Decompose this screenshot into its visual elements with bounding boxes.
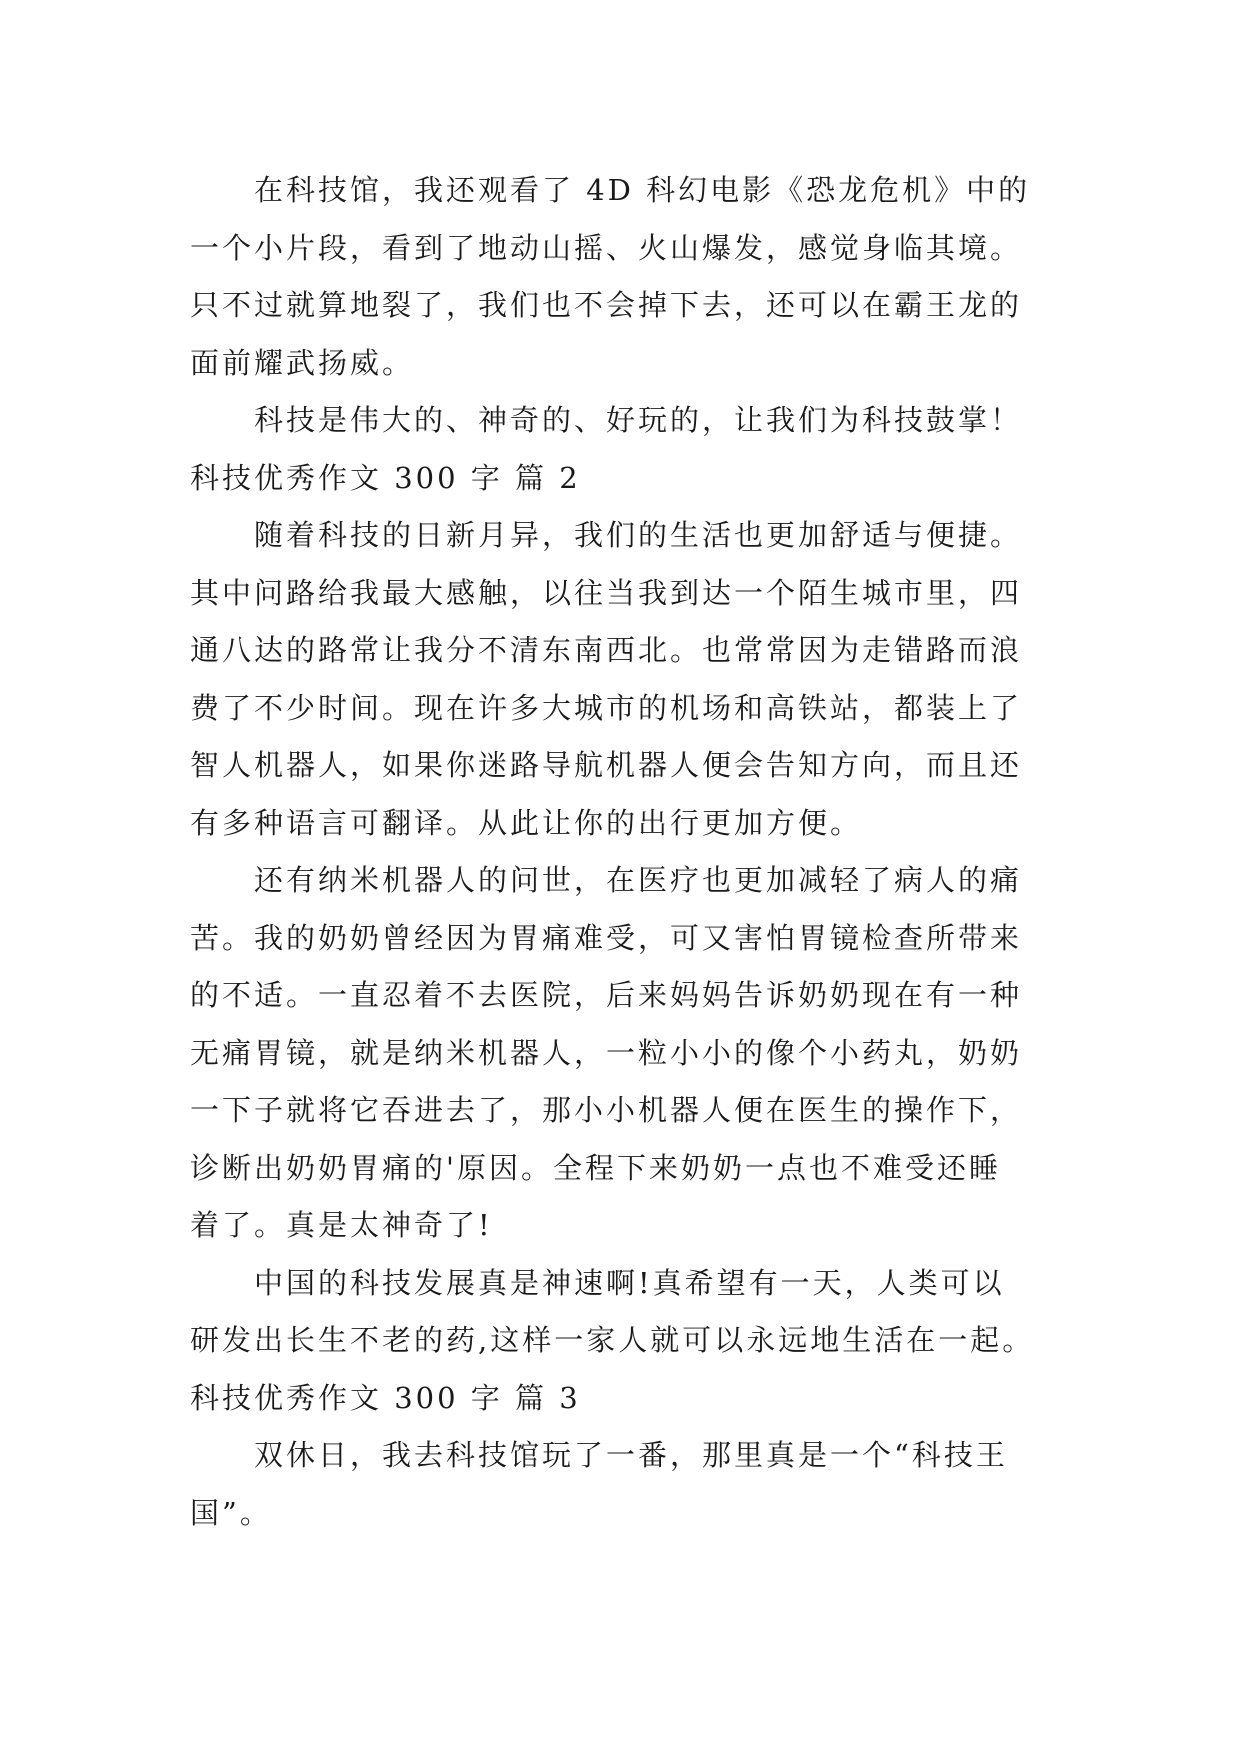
text-line: 双休日，我去科技馆玩了一番，那里真是一个“科技王 (254, 1438, 1008, 1472)
text-line: 着了。真是太神奇了! (190, 1208, 493, 1242)
text-line: 在科技馆，我还观看了 4D 科幻电影《恐龙危机》中的 (254, 173, 1031, 207)
text-line: 的不适。一直忍着不去医院，后来妈妈告诉奶奶现在有一种 (190, 978, 1023, 1012)
text-line: 无痛胃镜，就是纳米机器人，一粒小小的像个小药丸，奶奶 (190, 1035, 1023, 1070)
text-line: 国”。 (190, 1495, 272, 1530)
text-line: 智人机器人，如果你迷路导航机器人便会告知方向，而且还 (190, 748, 1023, 782)
text-line: 诊断出奶奶胃痛的'原因。全程下来奶奶一点也不难受还睡 (190, 1150, 1001, 1185)
text-line: 研发出长生不老的药,这样一家人就可以永远地生活在一起。 (190, 1323, 1035, 1357)
text-line: 只不过就算地裂了，我们也不会掉下去，还可以在霸王龙的 (190, 288, 1023, 322)
text-line: 随着科技的日新月异，我们的生活也更加舒适与便捷。 (254, 518, 1023, 552)
text-line: 苦。我的奶奶曾经因为胃痛难受，可又害怕胃镜检查所带来 (190, 920, 1023, 955)
text-line: 其中问路给我最大感触，以往当我到达一个陌生城市里，四 (190, 575, 1023, 610)
text-line: 面前耀武扬威。 (190, 345, 415, 380)
section-heading: 科技优秀作文 300 字 篇 3 (190, 1380, 581, 1415)
text-line: 中国的科技发展真是神速啊!真希望有一天，人类可以 (254, 1265, 1005, 1300)
text-line: 还有纳米机器人的问世，在医疗也更加减轻了病人的痛 (254, 863, 1023, 897)
text-line: 有多种语言可翻译。从此让你的出行更加方便。 (190, 805, 863, 840)
section-heading: 科技优秀作文 300 字 篇 2 (190, 460, 581, 495)
text-line: 费了不少时间。现在许多大城市的机场和高铁站，都装上了 (190, 690, 1023, 725)
document-body (190, 162, 1070, 1542)
text-line: 通八达的路常让我分不清东南西北。也常常因为走错路而浪 (190, 633, 1023, 667)
text-line: 科技是伟大的、神奇的、好玩的，让我们为科技鼓掌！ (254, 403, 1023, 437)
text-line: 一下子就将它吞进去了，那小小机器人便在医生的操作下， (190, 1093, 1023, 1127)
text-line: 一个小片段，看到了地动山摇、火山爆发，感觉身临其境。 (190, 230, 1023, 265)
